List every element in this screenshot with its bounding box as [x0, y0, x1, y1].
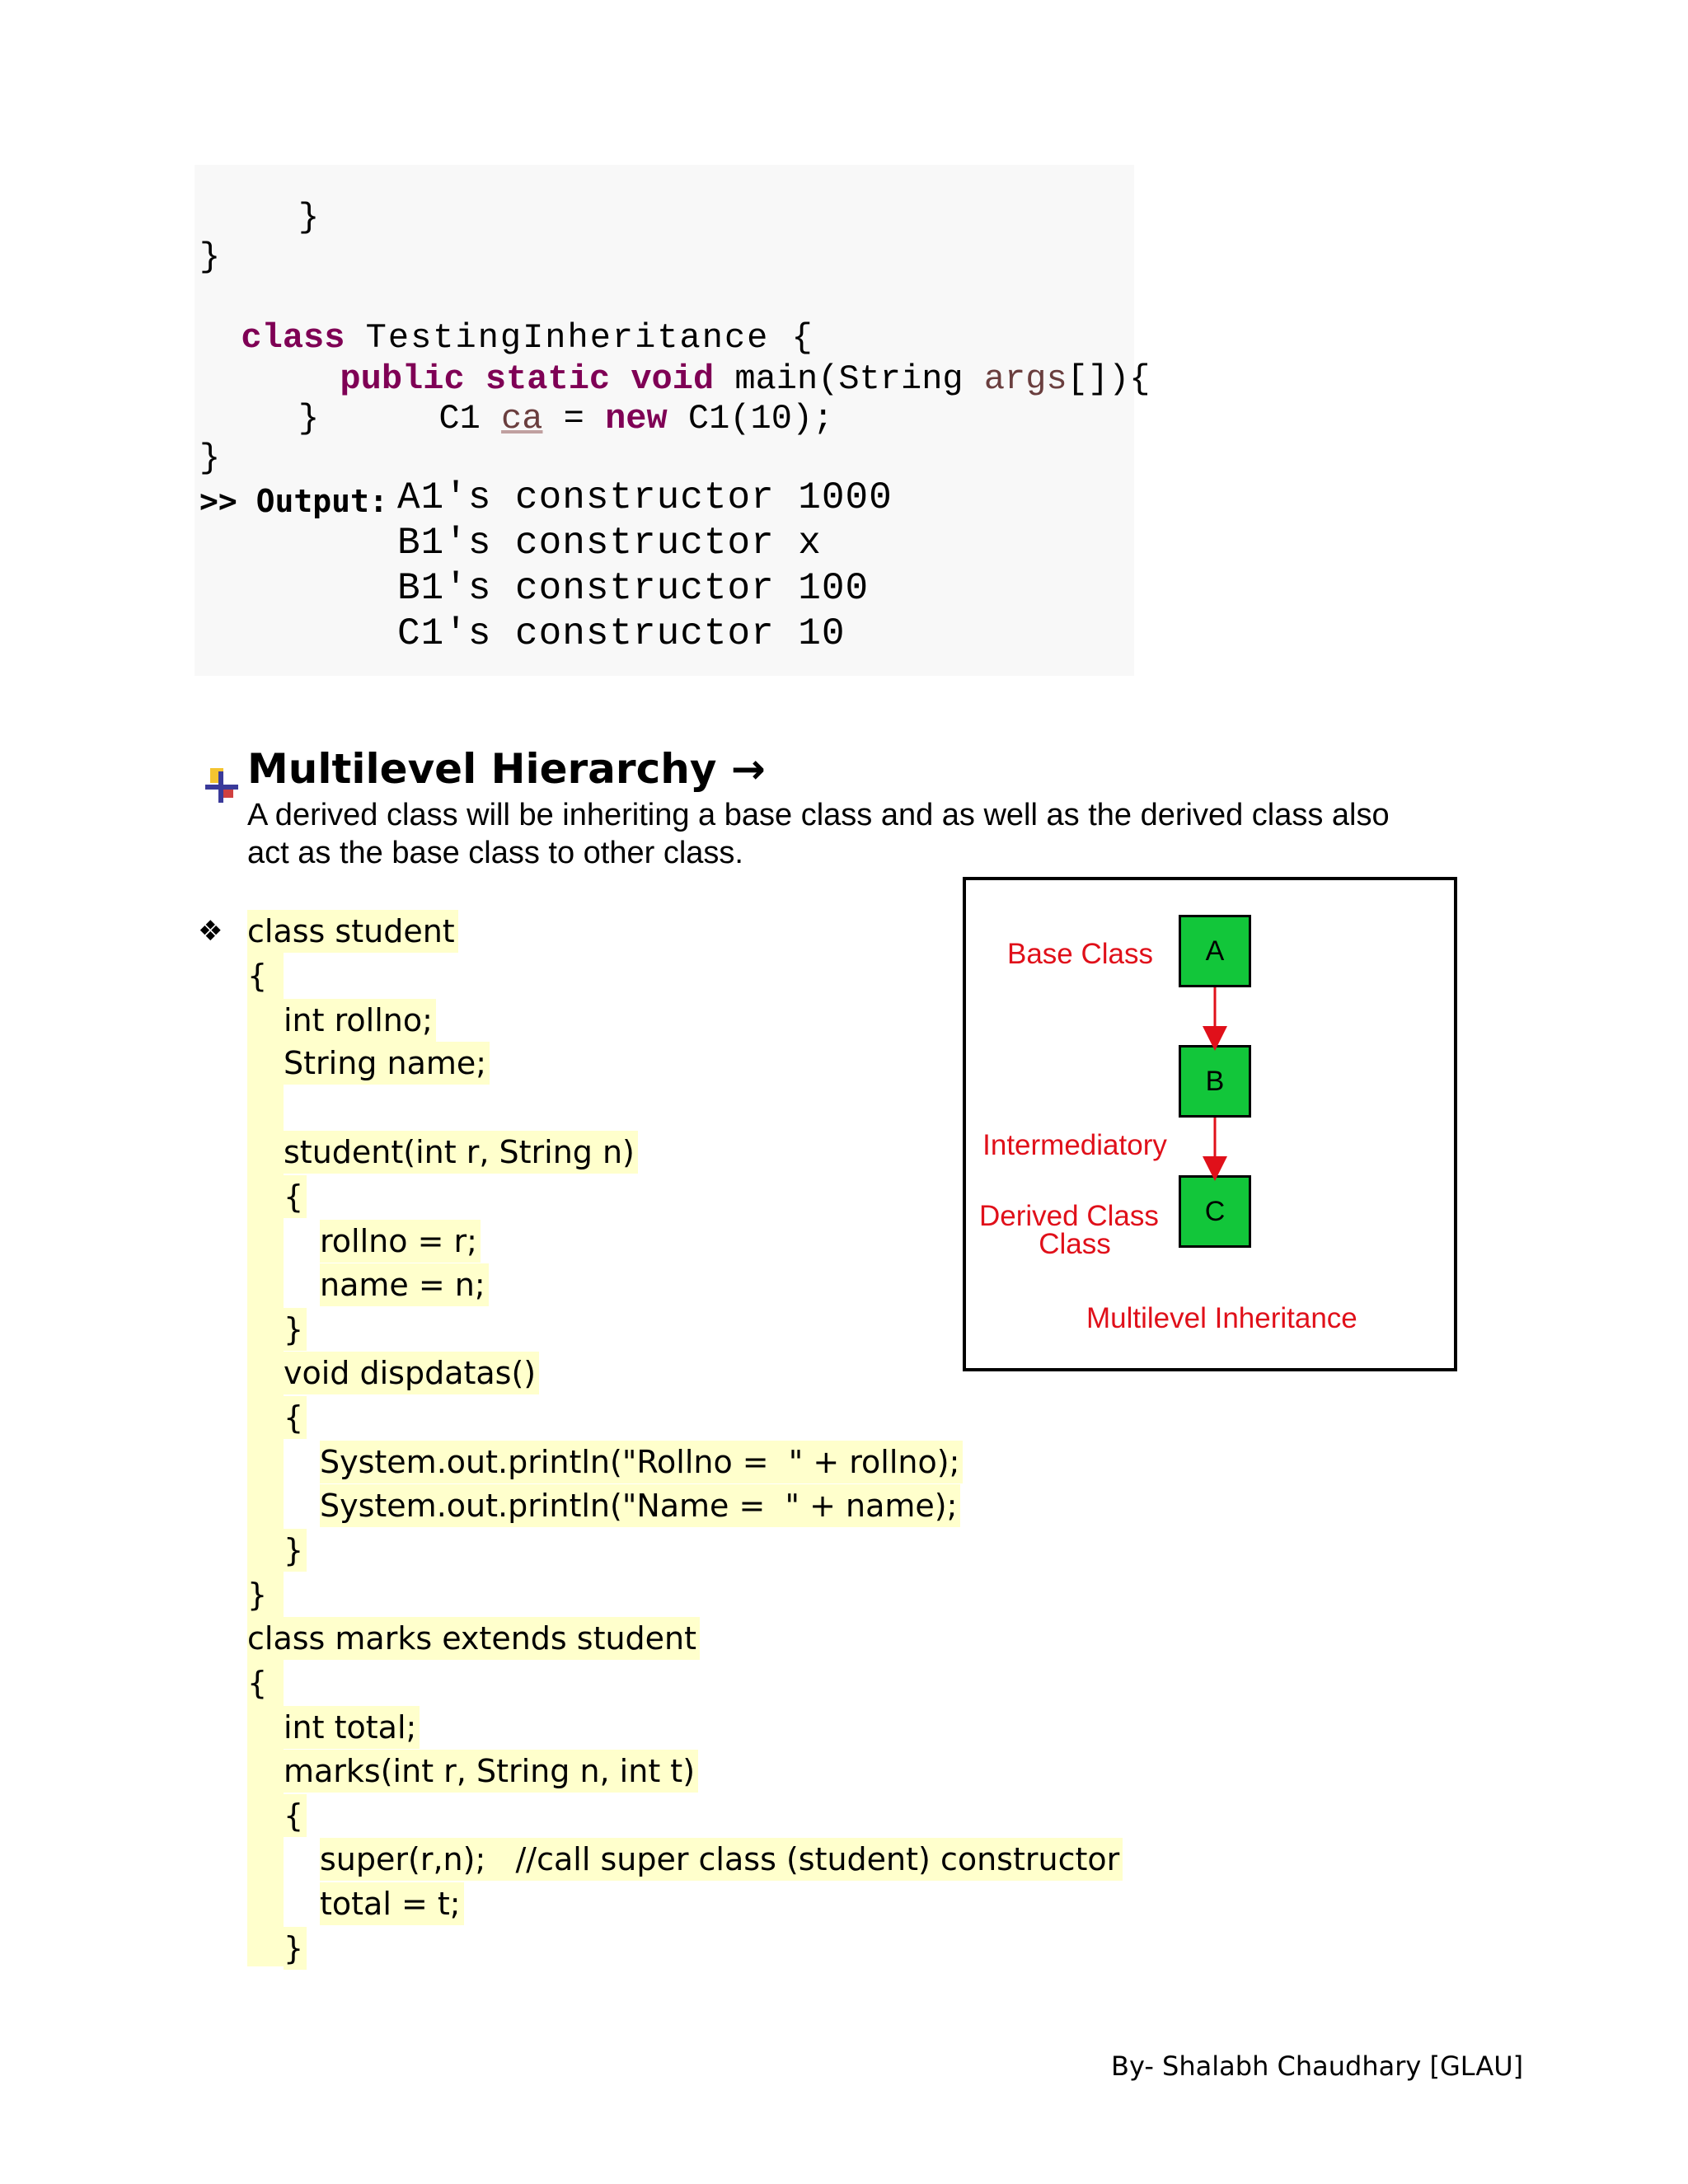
- main-signature-a: main(String: [734, 359, 984, 399]
- listing-line: System.out.println("Rollno = " + rollno);: [320, 1441, 963, 1483]
- node-c: C: [1179, 1175, 1251, 1248]
- listing-line: class marks extends student: [247, 1617, 700, 1660]
- main-signature-b: []){: [1067, 359, 1151, 399]
- output-line: B1's constructor 100: [397, 567, 870, 610]
- output-line: A1's constructor 1000: [397, 476, 893, 519]
- listing-line: int rollno;: [284, 999, 436, 1042]
- listing-line: total = t;: [320, 1882, 464, 1925]
- output-prompt: >> Output:: [199, 483, 388, 519]
- assign-op: =: [542, 399, 606, 438]
- listing-line: }: [247, 1573, 270, 1616]
- keyword-new: new: [605, 399, 668, 438]
- section-title: Multilevel Hierarchy →: [247, 745, 766, 793]
- section-description: A derived class will be inheriting a base class and as well as the derived class also: [247, 798, 1390, 832]
- derived-class-label: Derived Class: [979, 1200, 1159, 1232]
- listing-line: void dispdatas(): [284, 1352, 539, 1394]
- listing-line: student(int r, String n): [284, 1131, 638, 1174]
- listing-line: {: [284, 1794, 307, 1837]
- node-b: B: [1179, 1045, 1251, 1118]
- listing-line: rollno = r;: [320, 1220, 481, 1263]
- listing-line: }: [284, 1529, 307, 1572]
- highlight-strip: [247, 910, 284, 1966]
- listing-line: marks(int r, String n, int t): [284, 1750, 698, 1793]
- listing-line: name = n;: [320, 1263, 489, 1306]
- base-class-label: Base Class: [1007, 938, 1154, 970]
- listing-line: {: [284, 1396, 307, 1439]
- intermediate-label-line: Class: [1039, 1228, 1111, 1260]
- code-object-creation: [397, 359, 833, 438]
- listing-line: super(r,n); //call super class (student) constructor: [320, 1838, 1123, 1881]
- code-close-brace: }: [298, 198, 320, 237]
- diamond-bullet-icon: ❖: [198, 915, 223, 948]
- keyword-public: public: [340, 359, 465, 399]
- ca-variable: ca: [501, 399, 543, 438]
- listing-line: class student: [247, 910, 458, 953]
- listing-line: }: [284, 1308, 307, 1351]
- output-line: C1's constructor 10: [397, 612, 846, 655]
- keyword-void: void: [631, 359, 715, 399]
- inheritance-diagram: [963, 877, 1457, 1371]
- intermediate-label-line: Intermediatory: [982, 1129, 1167, 1161]
- author-credit: By- Shalabh Chaudhary [GLAU]: [1111, 2050, 1524, 2082]
- code-close-brace: }: [199, 438, 221, 478]
- args-variable: args: [983, 359, 1067, 399]
- output-line: B1's constructor x: [397, 522, 822, 565]
- c1-constructor-call: C1(10);: [667, 399, 834, 438]
- listing-line: int total;: [284, 1706, 420, 1749]
- keyword-class: class: [241, 318, 345, 358]
- keyword-static: static: [485, 359, 611, 399]
- c1-type: C1: [438, 399, 502, 438]
- listing-line: String name;: [284, 1042, 490, 1085]
- diagram-caption: Multilevel Inheritance: [1086, 1302, 1357, 1334]
- listing-line: {: [247, 954, 270, 997]
- listing-line: {: [284, 1175, 307, 1218]
- listing-line: }: [284, 1927, 307, 1970]
- node-a: A: [1179, 915, 1251, 987]
- pin-icon: [198, 752, 231, 788]
- code-close-brace: }: [199, 237, 221, 277]
- listing-line: {: [247, 1661, 270, 1704]
- class-name: TestingInheritance {: [365, 318, 814, 358]
- diagram-arrows: [966, 880, 1454, 1368]
- code-close-brace: }: [298, 399, 320, 438]
- section-description: act as the base class to other class.: [247, 836, 743, 870]
- listing-line: System.out.println("Name = " + name);: [320, 1484, 960, 1527]
